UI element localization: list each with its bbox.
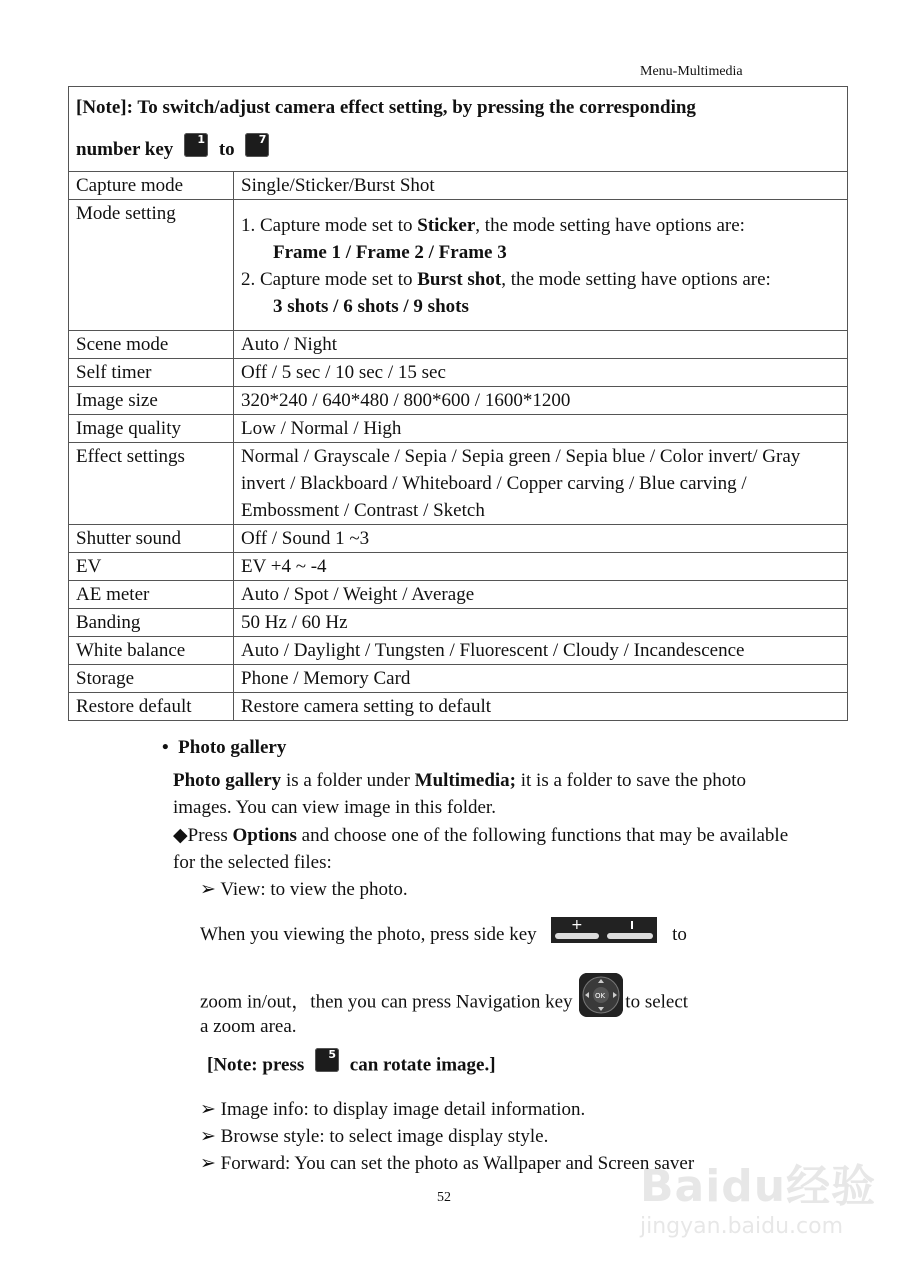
row-value: Phone / Memory Card [234, 665, 848, 693]
intro-bold-1: Photo gallery [173, 770, 282, 791]
mode-line2-pre: 2. Capture mode set to [241, 269, 418, 290]
gallery-options-paragraph [173, 822, 793, 876]
table-row [69, 637, 848, 665]
row-value: Auto / Spot / Weight / Average [234, 581, 848, 609]
table-row [69, 693, 848, 721]
camera-settings-table [68, 86, 848, 721]
mode-line1-post: , the mode setting have options are: [475, 215, 745, 236]
row-label: Image quality [69, 415, 234, 443]
mode-line1-bold: Sticker [417, 215, 476, 236]
forward-text: Forward: You can set the photo as Wallpaper and Screen saver [220, 1153, 695, 1174]
row-label: Shutter sound [69, 525, 234, 553]
side-key-to: to [672, 924, 687, 945]
bullet-dot-icon: • [162, 737, 179, 758]
watermark-url: jingyan.baidu.com [640, 1214, 844, 1239]
row-label: AE meter [69, 581, 234, 609]
options-bold: Options [232, 825, 297, 846]
row-label: Image size [69, 387, 234, 415]
table-row [69, 200, 848, 331]
note-text: [Note]: To switch/adjust camera effect setting, by pressing the corresponding [76, 97, 696, 118]
table-row [69, 172, 848, 200]
table-row [69, 525, 848, 553]
row-label: Effect settings [69, 443, 234, 525]
photo-gallery-heading [162, 734, 286, 761]
row-label: Restore default [69, 693, 234, 721]
row-value: 320*240 / 640*480 / 800*600 / 1600*1200 [234, 387, 848, 415]
page-number: 52 [437, 1190, 451, 1205]
table-row [69, 387, 848, 415]
image-info-text: Image info: to display image detail information. [220, 1099, 586, 1120]
rotate-note [207, 1048, 496, 1078]
row-value: Low / Normal / High [234, 415, 848, 443]
row-label: White balance [69, 637, 234, 665]
diamond-bullet-icon: ◆ [173, 825, 188, 846]
mode-line2-post: , the mode setting have options are: [501, 269, 771, 290]
row-value: Restore camera setting to default [234, 693, 848, 721]
mode-setting-value [234, 200, 848, 331]
options-pre: Press [187, 825, 233, 846]
arrow-bullet-icon: ➢ [200, 1153, 221, 1174]
gallery-intro [173, 767, 793, 821]
arrow-bullet-icon: ➢ [200, 879, 221, 900]
row-value: Auto / Night [234, 331, 848, 359]
table-row [69, 443, 848, 525]
number-key-1-icon: 1 [184, 133, 208, 157]
view-item [200, 876, 408, 903]
table-row [69, 665, 848, 693]
rotate-note-pre: [Note: press [207, 1054, 305, 1076]
svg-text:+: + [571, 916, 584, 933]
row-value: Off / 5 sec / 10 sec / 15 sec [234, 359, 848, 387]
rotate-note-post: can rotate image.] [349, 1054, 496, 1076]
table-row [69, 359, 848, 387]
table-row [69, 609, 848, 637]
row-value: Normal / Grayscale / Sepia / Sepia green / Sepia blue / Color invert/ Gray invert / Blackboard / Whiteboard / Copper carving / Blue carving / Embossment / Contrast / Sketch [234, 443, 848, 525]
svg-text:OK: OK [595, 992, 606, 1000]
zoom-area-line: a zoom area. [200, 1016, 297, 1037]
note-to: to [218, 139, 235, 160]
row-label: Banding [69, 609, 234, 637]
row-label: Capture mode [69, 172, 234, 200]
navigation-key-icon [579, 973, 623, 1017]
row-label: Scene mode [69, 331, 234, 359]
options-post: and choose one of the following functions that may be available for the selected files: [173, 825, 789, 873]
watermark-logo: Baidu经验 [640, 1161, 877, 1212]
note-row [69, 87, 848, 172]
intro-text-1: is a folder under [281, 770, 415, 791]
mode-line2-bold: Burst shot [417, 269, 502, 290]
zoom-select-text: to select [625, 991, 689, 1013]
row-value: Auto / Daylight / Tungsten / Fluorescent / Cloudy / Incandescence [234, 637, 848, 665]
row-value: EV +4 ~ -4 [234, 553, 848, 581]
arrow-bullet-icon: ➢ [200, 1099, 221, 1120]
mode-line2-options: 3 shots / 6 shots / 9 shots [273, 296, 469, 317]
row-value: 50 Hz / 60 Hz [234, 609, 848, 637]
number-key-5-icon: 5 [315, 1048, 339, 1072]
intro-bold-2: Multimedia; [414, 770, 516, 791]
intro-text-2: it is a folder to save the photo images. You can view image in this folder. [173, 770, 747, 818]
row-label: Storage [69, 665, 234, 693]
baidu-watermark [640, 1150, 876, 1239]
side-key-text: When you viewing the photo, press side key [200, 924, 537, 945]
image-info-item [200, 1096, 585, 1123]
photo-gallery-title: Photo gallery [178, 737, 287, 758]
side-key-icon [551, 917, 657, 943]
browse-style-text: Browse style: to select image display style. [220, 1126, 549, 1147]
row-value: Off / Sound 1 ~3 [234, 525, 848, 553]
row-label: Self timer [69, 359, 234, 387]
view-text: View: to view the photo. [220, 879, 408, 900]
table-row [69, 581, 848, 609]
side-key-line [200, 916, 687, 949]
table-row [69, 415, 848, 443]
row-value: Single/Sticker/Burst Shot [234, 172, 848, 200]
mode-line1-pre: 1. Capture mode set to [241, 215, 418, 236]
mode-line1-options: Frame 1 / Frame 2 / Frame 3 [273, 242, 507, 263]
table-row [69, 553, 848, 581]
number-key-7-icon: 7 [245, 133, 269, 157]
row-label: Mode setting [69, 200, 234, 331]
browse-style-item [200, 1123, 548, 1150]
note-cell [69, 87, 848, 172]
arrow-bullet-icon: ➢ [200, 1126, 221, 1147]
table-row [69, 331, 848, 359]
zoom-text: zoom in/out，then you can press Navigation key [200, 991, 573, 1013]
page-header: Menu-Multimedia [640, 64, 743, 79]
forward-item [200, 1150, 694, 1177]
row-label: EV [69, 553, 234, 581]
note-text-line2: number key [76, 139, 174, 160]
